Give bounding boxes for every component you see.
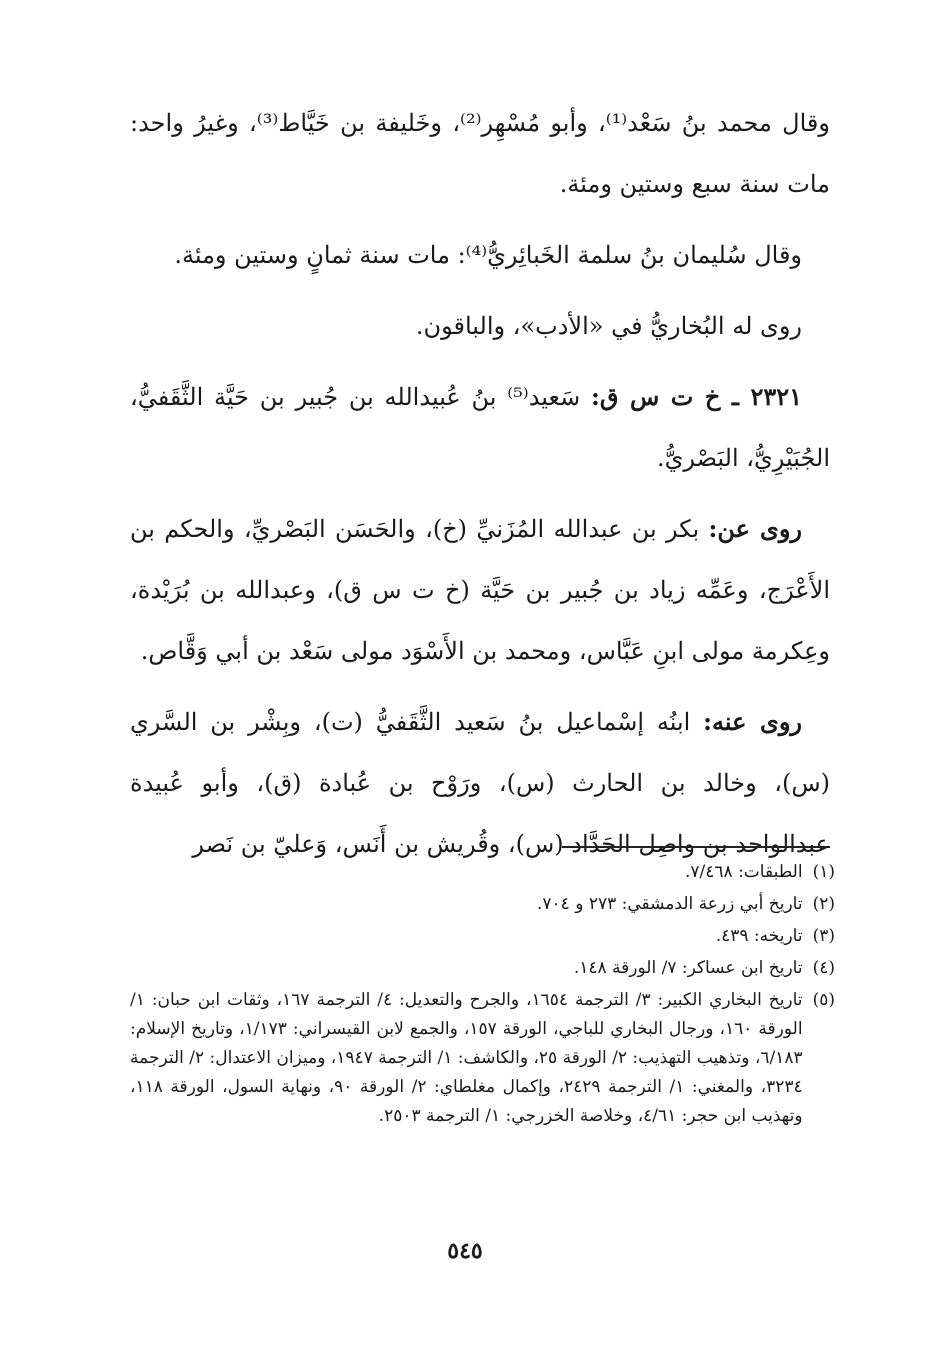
entry-heading — [130, 366, 830, 489]
footnote-text: تاريخه: ٤٣٩. — [715, 926, 803, 946]
footnote-text: الطبقات: ٧/٤٦٨. — [685, 862, 803, 882]
narrated-from-text: بكر بن عبدالله المُزَنيِّ (خ)، والحَسَن البَصْريِّ، والحكم بن الأَعْرَج، وعَمِّه زياد بن جُبير بن حَيَّة (خ ت س ق)، وعبدالله بن بُرَيْدة، وعِكرمة مولى ابنِ عَبَّاس، ومحمد بن الأَسْوَد مولى سَعْد بن أبي وَقَّاص. — [130, 515, 830, 665]
paragraph — [130, 295, 830, 357]
footnote — [130, 922, 835, 951]
entry-number: ٢٣٢١ ـ خ ت س ق: — [591, 382, 802, 411]
paragraph — [130, 92, 830, 215]
footnotes — [130, 858, 835, 1134]
page-number: ٥٤٥ — [447, 1238, 483, 1264]
footnote-text: تاريخ البخاري الكبير: ٣/ الترجمة ١٦٥٤، والجرح والتعديل: ٤/ الترجمة ١٦٧، وثقات ابن حبان: ١/ الورقة ١٦٠، ورجال البخاري للباجي، الورقة ١٥٧، والجمع لابن القيسراني: ١/١٧٣، وتاريخ الإسلام: ٦/١٨٣، وتذهيب التهذيب: ٢/ الورقة ٢٥، والكاشف: ١/ الترجمة ١٩٤٧، وميزان الاعتدال: ٢/ الترجمة ٣٢٣٤، والمغني: ١/ الترجمة ٢٤٢٩، وإكمال مغلطاي: ٢/ الورقة ٩٠، ونهاية السول، الورقة ١١٨، وتهذيب ابن حجر: ٤/٦١، وخلاصة الخزرجي: ١/ الترجمة ٢٥٠٣. — [130, 990, 803, 1126]
paragraph-text: وقال سُليمان بنُ سلمة الخَبائِريُّ⁽⁴⁾: مات سنة ثمانٍ وستين ومئة. — [174, 241, 802, 269]
footnote — [130, 986, 835, 1131]
paragraph — [130, 224, 830, 286]
footnote-number: (٤) — [812, 958, 835, 978]
paragraph-text: وقال محمد بنُ سَعْد⁽¹⁾، وأبو مُسْهِر⁽²⁾، وخَليفة بن خَيَّاط⁽³⁾، وغيرُ واحد: مات سنة سبع وستين ومئة. — [130, 109, 830, 198]
narrators-text: ابنُه إسْماعيل بنُ سَعيد الثَّقَفيُّ (ت)، وبِشْر بن السَّري (س)، وخالد بن الحارث (س)، ورَوْح بن عُبادة (ق)، وأبو عُبيدة عبدالواحد بن واصِل الحَدَّاد (س)، وقُريش بن أَنَس، وَعليّ بن نَصر — [130, 708, 830, 858]
footnote-text: تاريخ أبي زرعة الدمشقي: ٢٧٣ و ٧٠٤. — [536, 894, 803, 914]
entry-name: سَعيد⁽⁵⁾ بنُ عُبيدالله بن جُبير بن حَيَّة الثَّقَفيُّ، الجُبَيْرِيُّ، البَصْريُّ. — [130, 383, 830, 472]
main-text — [130, 92, 830, 884]
narrators-label: روى عنه: — [703, 707, 803, 736]
footnote-text: تاريخ ابن عساكر: ٧/ الورقة ١٤٨. — [573, 958, 803, 978]
paragraph-text: روى له البُخاريُّ في «الأدب»، والباقون. — [415, 312, 802, 340]
footnote — [130, 858, 835, 887]
narrated-from-label: روى عن: — [708, 514, 802, 543]
footnote-number: (٣) — [812, 926, 835, 946]
footnote-number: (١) — [812, 862, 835, 882]
footnote — [130, 954, 835, 983]
footnote — [130, 890, 835, 919]
footnote-number: (٥) — [812, 990, 835, 1010]
footnote-number: (٢) — [812, 894, 835, 914]
footnote-separator — [562, 846, 830, 848]
narrated-from-paragraph — [130, 498, 830, 682]
